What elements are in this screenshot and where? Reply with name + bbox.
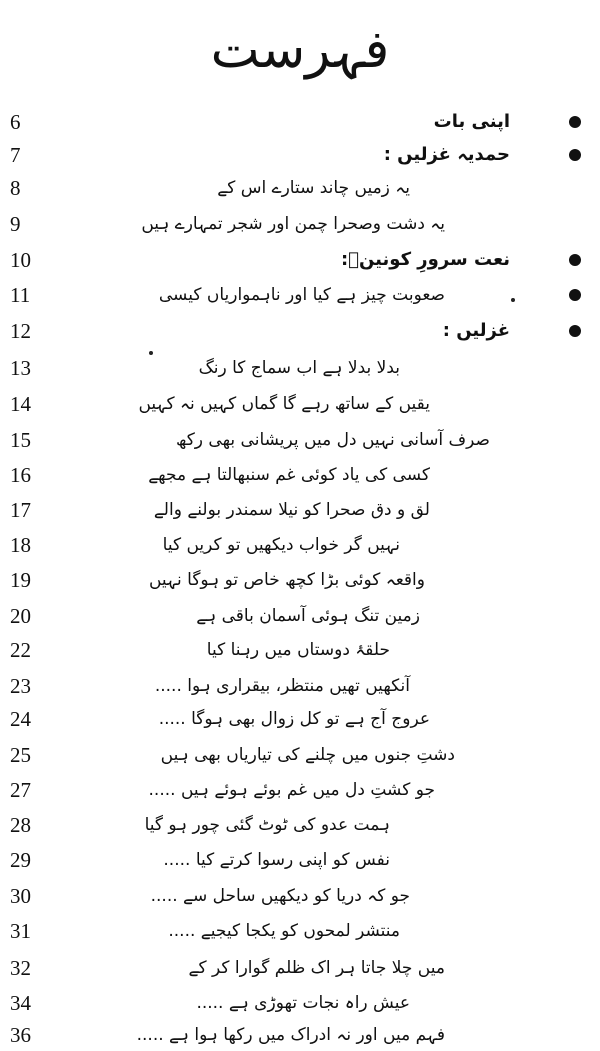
page-number: 23 xyxy=(10,674,31,698)
page-number: 25 xyxy=(10,743,31,767)
entry-title: لق و دق صحرا کو نیلا سمندر بولنے والے xyxy=(153,500,430,520)
page-number: 20 xyxy=(10,604,31,628)
page-number: 27 xyxy=(10,778,31,802)
page-number: 17 xyxy=(10,498,31,522)
page-number: 30 xyxy=(10,884,31,908)
toc-row xyxy=(0,567,600,593)
speck-mark xyxy=(149,351,153,355)
section-heading: حمدیہ غزلیں : xyxy=(383,144,510,165)
page-number: 10 xyxy=(10,248,31,272)
page-number: 6 xyxy=(10,110,21,134)
entry-title: یہ دشت وصحرا چمن اور شجر تمہارے ہیں xyxy=(141,214,445,234)
toc-row xyxy=(0,603,600,629)
bullet-icon xyxy=(569,149,581,161)
page-number: 19 xyxy=(10,568,31,592)
toc-row xyxy=(0,355,600,381)
entry-title: صعوبت چیز ہے کیا اور ناہمواریاں کیسی xyxy=(158,285,445,305)
entry-title: دشتِ جنوں میں چلنے کی تیاریاں بھی ہیں xyxy=(160,745,455,765)
page-number: 34 xyxy=(10,991,31,1015)
entry-title: فہم میں اور نہ ادراک میں رکھا ہوا ہے ..... xyxy=(136,1025,445,1045)
toc-row xyxy=(0,637,600,663)
page-number: 7 xyxy=(10,143,21,167)
speck-mark xyxy=(511,298,515,302)
entry-title: منتشر لمحوں کو یکجا کیجیے ..... xyxy=(168,921,400,941)
entry-title: عیش راہ نجات تھوڑی ہے ..... xyxy=(196,993,410,1013)
bullet-icon xyxy=(569,289,581,301)
toc-row xyxy=(0,673,600,699)
page-number: 29 xyxy=(10,848,31,872)
toc-row xyxy=(0,142,600,168)
entry-title: بدلا بدلا ہے اب سماج کا رنگ xyxy=(198,358,400,378)
toc-row xyxy=(0,462,600,488)
entry-title: زمین تنگ ہوئی آسمان باقی ہے xyxy=(196,606,420,626)
page-number: 8 xyxy=(10,176,21,200)
toc-row xyxy=(0,211,600,237)
page-number: 32 xyxy=(10,956,31,980)
section-heading: نعت سرورِ کونینؐ: xyxy=(340,249,510,270)
page-number: 36 xyxy=(10,1023,31,1047)
page-number: 15 xyxy=(10,428,31,452)
toc-row xyxy=(0,812,600,838)
toc-row xyxy=(0,318,600,344)
page-number: 9 xyxy=(10,212,21,236)
entry-title: نہیں گر خواب دیکھیں تو کریں کیا xyxy=(162,535,400,555)
toc-row xyxy=(0,883,600,909)
entry-title: عروج آج ہے تو کل زوال بھی ہوگا ..... xyxy=(158,709,430,729)
entry-title: ہمت عدو کی ٹوٹ گئی چور ہو گیا xyxy=(144,815,390,835)
page-title: فہرست xyxy=(210,20,390,80)
toc-row xyxy=(0,532,600,558)
page-number: 13 xyxy=(10,356,31,380)
bullet-icon xyxy=(569,116,581,128)
page-number: 18 xyxy=(10,533,31,557)
page-number: 14 xyxy=(10,392,31,416)
entry-title: کسی کی یاد کوئی غم سنبھالتا ہے مجھے xyxy=(148,465,430,485)
page-number: 12 xyxy=(10,319,31,343)
toc-row xyxy=(0,427,600,453)
entry-title: صرف آسانی نہیں دل میں پریشانی بھی رکھ xyxy=(175,430,490,450)
toc-row xyxy=(0,918,600,944)
page-number: 22 xyxy=(10,638,31,662)
entry-title: یقیں کے ساتھ رہے گا گماں کہیں نہ کہیں xyxy=(138,394,430,414)
page-number: 28 xyxy=(10,813,31,837)
toc-row xyxy=(0,247,600,273)
toc-row xyxy=(0,497,600,523)
entry-title: آنکھیں تھیں منتظر، بیقراری ہوا ..... xyxy=(154,676,410,696)
bullet-icon xyxy=(569,325,581,337)
entry-title: میں چلا جاتا ہر اک ظلم گوارا کر کے xyxy=(188,958,445,978)
entry-title: واقعہ کوئی بڑا کچھ خاص تو ہوگا نہیں xyxy=(148,570,425,590)
toc-row xyxy=(0,1022,600,1048)
page-number: 11 xyxy=(10,283,31,307)
entry-title: یہ زمیں چاند ستارے اس کے xyxy=(217,178,410,198)
toc-row xyxy=(0,282,600,308)
toc-row xyxy=(0,109,600,135)
bullet-icon xyxy=(569,254,581,266)
entry-title: حلقۂ دوستاں میں رہنا کیا xyxy=(206,640,390,660)
entry-title: نفس کو اپنی رسوا کرتے کیا ..... xyxy=(163,850,390,870)
toc-row xyxy=(0,742,600,768)
section-heading: اپنی بات xyxy=(433,111,510,132)
page-number: 16 xyxy=(10,463,31,487)
toc-row xyxy=(0,847,600,873)
toc-row xyxy=(0,990,600,1016)
section-heading: غزلیں : xyxy=(442,320,510,341)
page-number: 24 xyxy=(10,707,31,731)
toc-row xyxy=(0,777,600,803)
toc-row xyxy=(0,706,600,732)
toc-row xyxy=(0,175,600,201)
entry-title: جو کشتِ دل میں غم بوئے ہوئے ہیں ..... xyxy=(148,780,435,800)
toc-row xyxy=(0,955,600,981)
entry-title: جو کہ دریا کو دیکھیں ساحل سے ..... xyxy=(150,886,410,906)
toc-row xyxy=(0,391,600,417)
page-number: 31 xyxy=(10,919,31,943)
